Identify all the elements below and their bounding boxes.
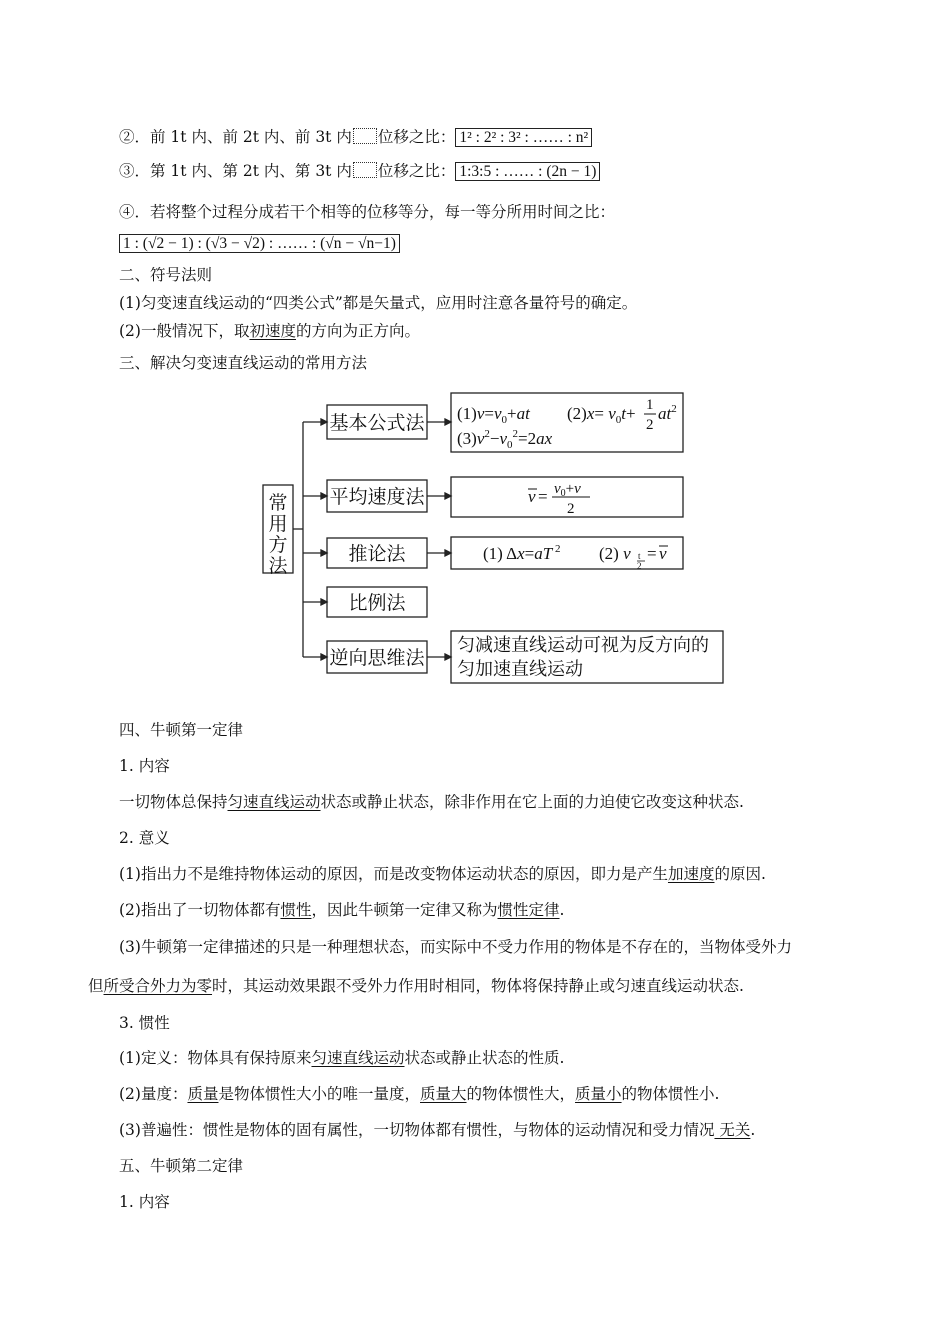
blank-box bbox=[353, 162, 377, 178]
underlined-term: 质量大 bbox=[420, 1085, 467, 1103]
formula-1b: $(2)x= v_0t+$ bbox=[567, 404, 636, 426]
sign-rule-p1: (1)匀变速直线运动的“四类公式”都是矢量式，应用时注意各量符号的确定。 bbox=[119, 294, 638, 312]
formula-3-eq: = bbox=[647, 544, 657, 563]
method-1-label: 基本公式法 bbox=[329, 413, 425, 434]
ratio-4-text: ④．若将整个过程分成若干个相等的位移等分，每一等分所用时间之比： bbox=[119, 203, 616, 221]
text: 的原因. bbox=[714, 865, 766, 883]
root-char-2: 用 bbox=[268, 514, 288, 535]
underlined-term: 质量小 bbox=[575, 1085, 622, 1103]
ratio-3-line bbox=[119, 161, 600, 182]
frac-den: 2 bbox=[646, 417, 654, 433]
method-4-label: 比例法 bbox=[348, 593, 406, 614]
ratio-2-suffix: 位移之比： bbox=[377, 128, 456, 146]
text: 状态或静止状态，除非作用在它上面的力迫使它改变这种状态. bbox=[320, 793, 744, 811]
formula-2-eq: = bbox=[538, 487, 548, 506]
methods-diagram bbox=[255, 385, 735, 690]
text: 时，其运动效果跟不受外力作用时相同，物体将保持静止或匀速直线运动状态. bbox=[212, 977, 744, 995]
text: (1)指出力不是维持物体运动的原因，而是改变物体运动状态的原因，即力是产生 bbox=[119, 865, 668, 883]
ratio-4-answer-line bbox=[119, 233, 400, 254]
formula-1d: $(3)v^2-v_0^2=2ax$ bbox=[457, 428, 553, 451]
formula-3a: (1) Δx=aT $^2$ bbox=[483, 543, 561, 563]
newton1-m1 bbox=[119, 864, 766, 884]
text: (2)一般情况下，取 bbox=[119, 322, 250, 340]
newton1-i3 bbox=[119, 1120, 755, 1140]
ratio-3-suffix: 位移之比： bbox=[377, 162, 456, 180]
frac-num: 1 bbox=[646, 397, 654, 413]
formula-1c: $at^2$ bbox=[658, 403, 677, 423]
underlined-term: 所受合外力为零 bbox=[103, 977, 213, 995]
newton1-m3-line1: (3)牛顿第一定律描述的只是一种理想状态，而实际中不受力作用的物体是不存在的，当物体受外力 bbox=[119, 938, 792, 956]
formula-3-vbar: v bbox=[659, 544, 667, 563]
ratio-3-label: ③．第 1t 内、第 2t 内、第 3t 内 bbox=[119, 162, 352, 180]
formula-2-den: 2 bbox=[567, 501, 575, 517]
formula-2-vbar: v bbox=[528, 487, 536, 506]
text: 状态或静止状态的性质. bbox=[404, 1049, 565, 1067]
text: (2)指出了一切物体都有 bbox=[119, 901, 281, 919]
underlined-term: 初速度 bbox=[249, 322, 296, 340]
newton1-heading: 四、牛顿第一定律 bbox=[119, 721, 244, 739]
newton2-heading: 五、牛顿第二定律 bbox=[119, 1157, 244, 1175]
ratio-2-line bbox=[119, 127, 592, 148]
underlined-term: 惯性 bbox=[280, 901, 312, 919]
newton1-i2 bbox=[119, 1084, 719, 1104]
text: (1)定义：物体具有保持原来 bbox=[119, 1049, 312, 1067]
newton1-m3-line2 bbox=[88, 976, 744, 996]
formula-3-sub: t bbox=[638, 551, 641, 561]
text: 的物体惯性大， bbox=[466, 1085, 576, 1103]
sign-rule-p2 bbox=[119, 321, 420, 341]
root-char-3: 方 bbox=[268, 535, 288, 556]
underlined-term: 惯性定律 bbox=[497, 901, 560, 919]
underlined-term: 无关 bbox=[714, 1121, 751, 1139]
root-char-1: 常 bbox=[268, 493, 288, 514]
ratio-2-label: ②．前 1t 内、前 2t 内、前 3t 内 bbox=[119, 128, 352, 146]
text: . bbox=[559, 901, 565, 919]
text: 的物体惯性小. bbox=[621, 1085, 720, 1103]
formula-2-num: $v_0+v$ bbox=[554, 481, 581, 499]
newton1-s2: 2. 意义 bbox=[119, 829, 170, 847]
method-5-desc-2: 匀加速直线运动 bbox=[457, 659, 583, 679]
newton1-s1: 1. 内容 bbox=[119, 757, 170, 775]
text: 但 bbox=[88, 977, 104, 995]
ratio-4-answer: 1 : (√2 − 1) : (√3 − √2) : …… : (√n − √n−1) bbox=[119, 234, 400, 253]
newton2-s1: 1. 内容 bbox=[119, 1193, 170, 1211]
methods-heading: 三、解决匀变速直线运动的常用方法 bbox=[119, 354, 368, 372]
method-5-label: 逆向思维法 bbox=[329, 648, 425, 669]
underlined-term: 加速度 bbox=[667, 865, 715, 883]
newton1-i1 bbox=[119, 1048, 564, 1068]
newton1-m2 bbox=[119, 900, 564, 920]
text: 是物体惯性大小的唯一量度， bbox=[218, 1085, 420, 1103]
formula-3b: (2) v bbox=[599, 544, 631, 563]
text: 的方向为正方向。 bbox=[295, 322, 420, 340]
formula-1a: $(1)v=v_0+at$ bbox=[457, 404, 530, 426]
text: ，因此牛顿第一定律又称为 bbox=[311, 901, 498, 919]
method-2-label: 平均速度法 bbox=[329, 487, 425, 508]
method-5-desc-1: 匀减速直线运动可视为反方向的 bbox=[457, 635, 709, 655]
blank-box bbox=[353, 128, 377, 144]
text: (3)普遍性：惯性是物体的固有属性，一切物体都有惯性，与物体的运动情况和受力情况 bbox=[119, 1121, 715, 1139]
sign-rule-heading: 二、符号法则 bbox=[119, 266, 213, 284]
ratio-3-answer: 1:3:5 : …… : (2n − 1) bbox=[455, 162, 600, 181]
root-char-4: 法 bbox=[268, 556, 288, 577]
text: . bbox=[750, 1121, 756, 1139]
newton1-s3: 3. 惯性 bbox=[119, 1014, 170, 1032]
ratio-2-answer: 1² : 2² : 3² : …… : n² bbox=[455, 128, 592, 147]
underlined-term: 匀速直线运动 bbox=[311, 1049, 405, 1067]
newton1-content bbox=[119, 792, 744, 812]
underlined-term: 匀速直线运动 bbox=[227, 793, 321, 811]
underlined-term: 质量 bbox=[187, 1085, 219, 1103]
text: 一切物体总保持 bbox=[119, 793, 228, 811]
formula-3-sub-den: 2 bbox=[637, 561, 642, 571]
text: (2)量度： bbox=[119, 1085, 188, 1103]
method-3-label: 推论法 bbox=[348, 544, 406, 565]
